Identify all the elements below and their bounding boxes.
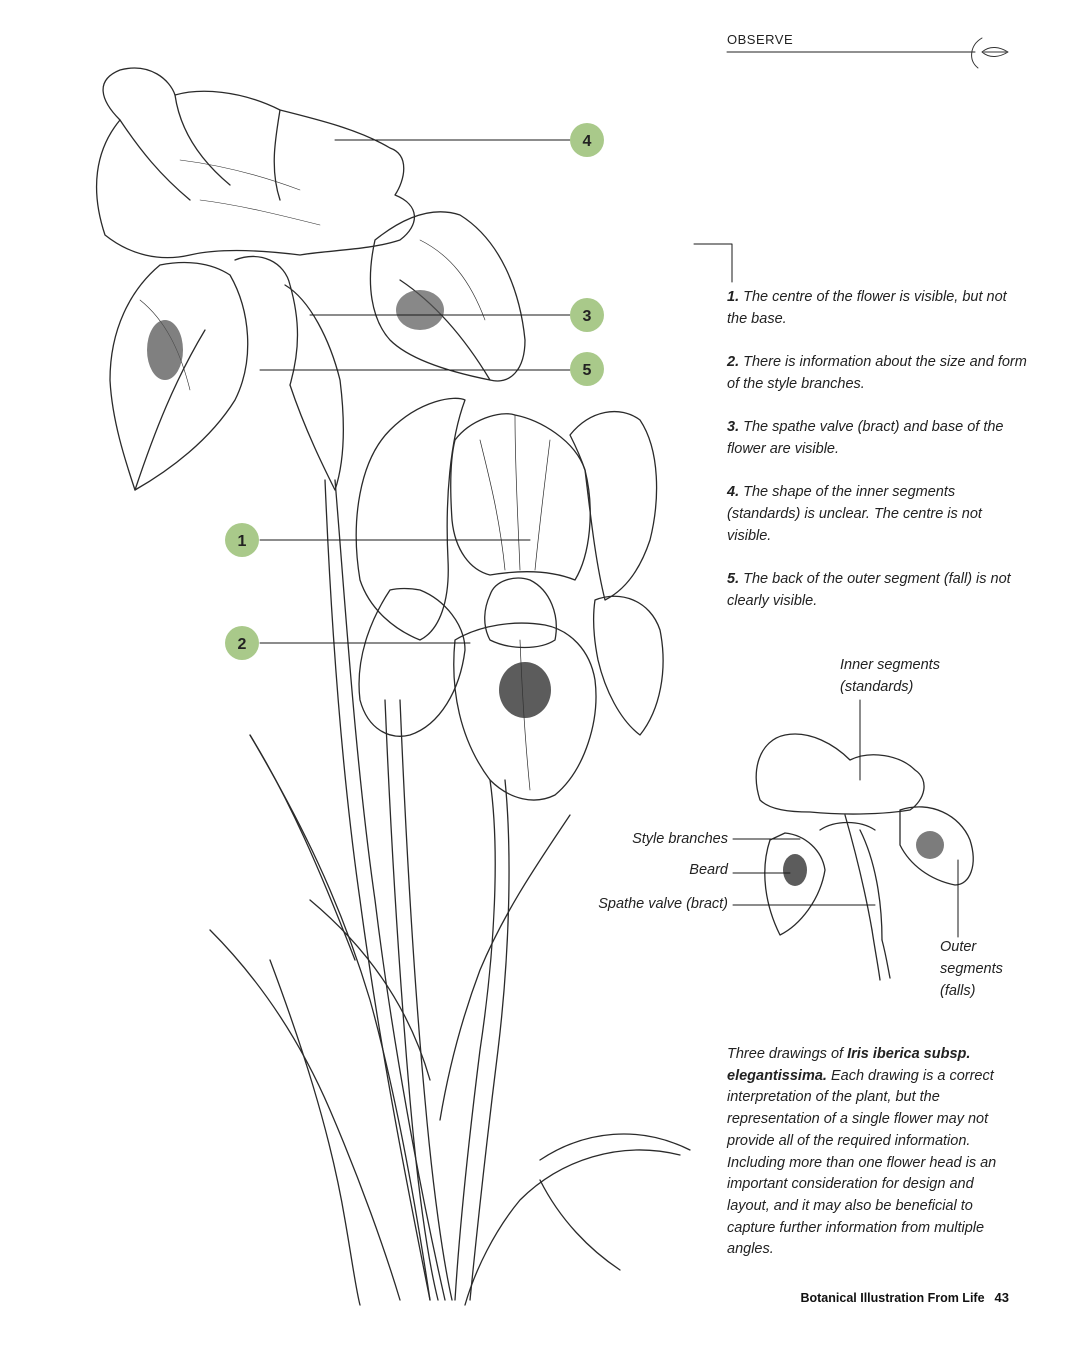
svg-text:3: 3 (582, 308, 592, 325)
svg-text:1: 1 (237, 533, 247, 550)
svg-text:2: 2 (237, 636, 247, 653)
badge-5 (570, 352, 604, 386)
badge-3 (570, 298, 604, 332)
note-4: 4. The shape of the inner segments (standards) is unclear. The centre is not visible. (727, 484, 982, 544)
note-5: 5. The back of the outer segment (fall) is not clearly visible. (727, 571, 1011, 609)
leaf-sprig-icon (972, 38, 1008, 68)
note-3: 3. The spathe valve (bract) and base of the flower are visible. (727, 419, 1004, 457)
label-style-branches: Style branches (632, 831, 728, 847)
badge-4 (570, 123, 604, 157)
note-1: 1. The centre of the flower is visible, but not the base. (727, 289, 1007, 327)
note-2: 2. There is information about the size and form of the style branches. (727, 354, 1027, 392)
badge-2 (225, 626, 259, 660)
svg-text:4: 4 (582, 133, 592, 150)
figure-caption: Three drawings of Iris iberica subsp. elegantissima. Each drawing is a correct interpretation of the plant, but the representation of a single flower may not provide all of the required information. Including more than one flower head is an important consideration for design and layout, and it may also be beneficial to capture further information from multiple angles. (727, 1046, 997, 1258)
badge-1 (225, 523, 259, 557)
upper-flower-drawing (97, 68, 525, 490)
label-inner-segments: Inner segments (standards) (840, 657, 940, 695)
svg-text:5: 5 (582, 362, 592, 379)
label-spathe-valve: Spathe valve (bract) (598, 896, 728, 912)
page-footer (800, 1290, 1009, 1305)
species-name: Iris iberica subsp. elegantissima. (727, 1046, 971, 1084)
label-beard: Beard (689, 862, 728, 878)
label-outer-segments: Outer segments (falls) (940, 939, 1003, 999)
page-number: 43 (994, 1290, 1009, 1305)
book-title: Botanical Illustration From Life (800, 1291, 985, 1305)
section-label: OBSERVE (727, 32, 794, 47)
observation-notes (727, 286, 1027, 633)
